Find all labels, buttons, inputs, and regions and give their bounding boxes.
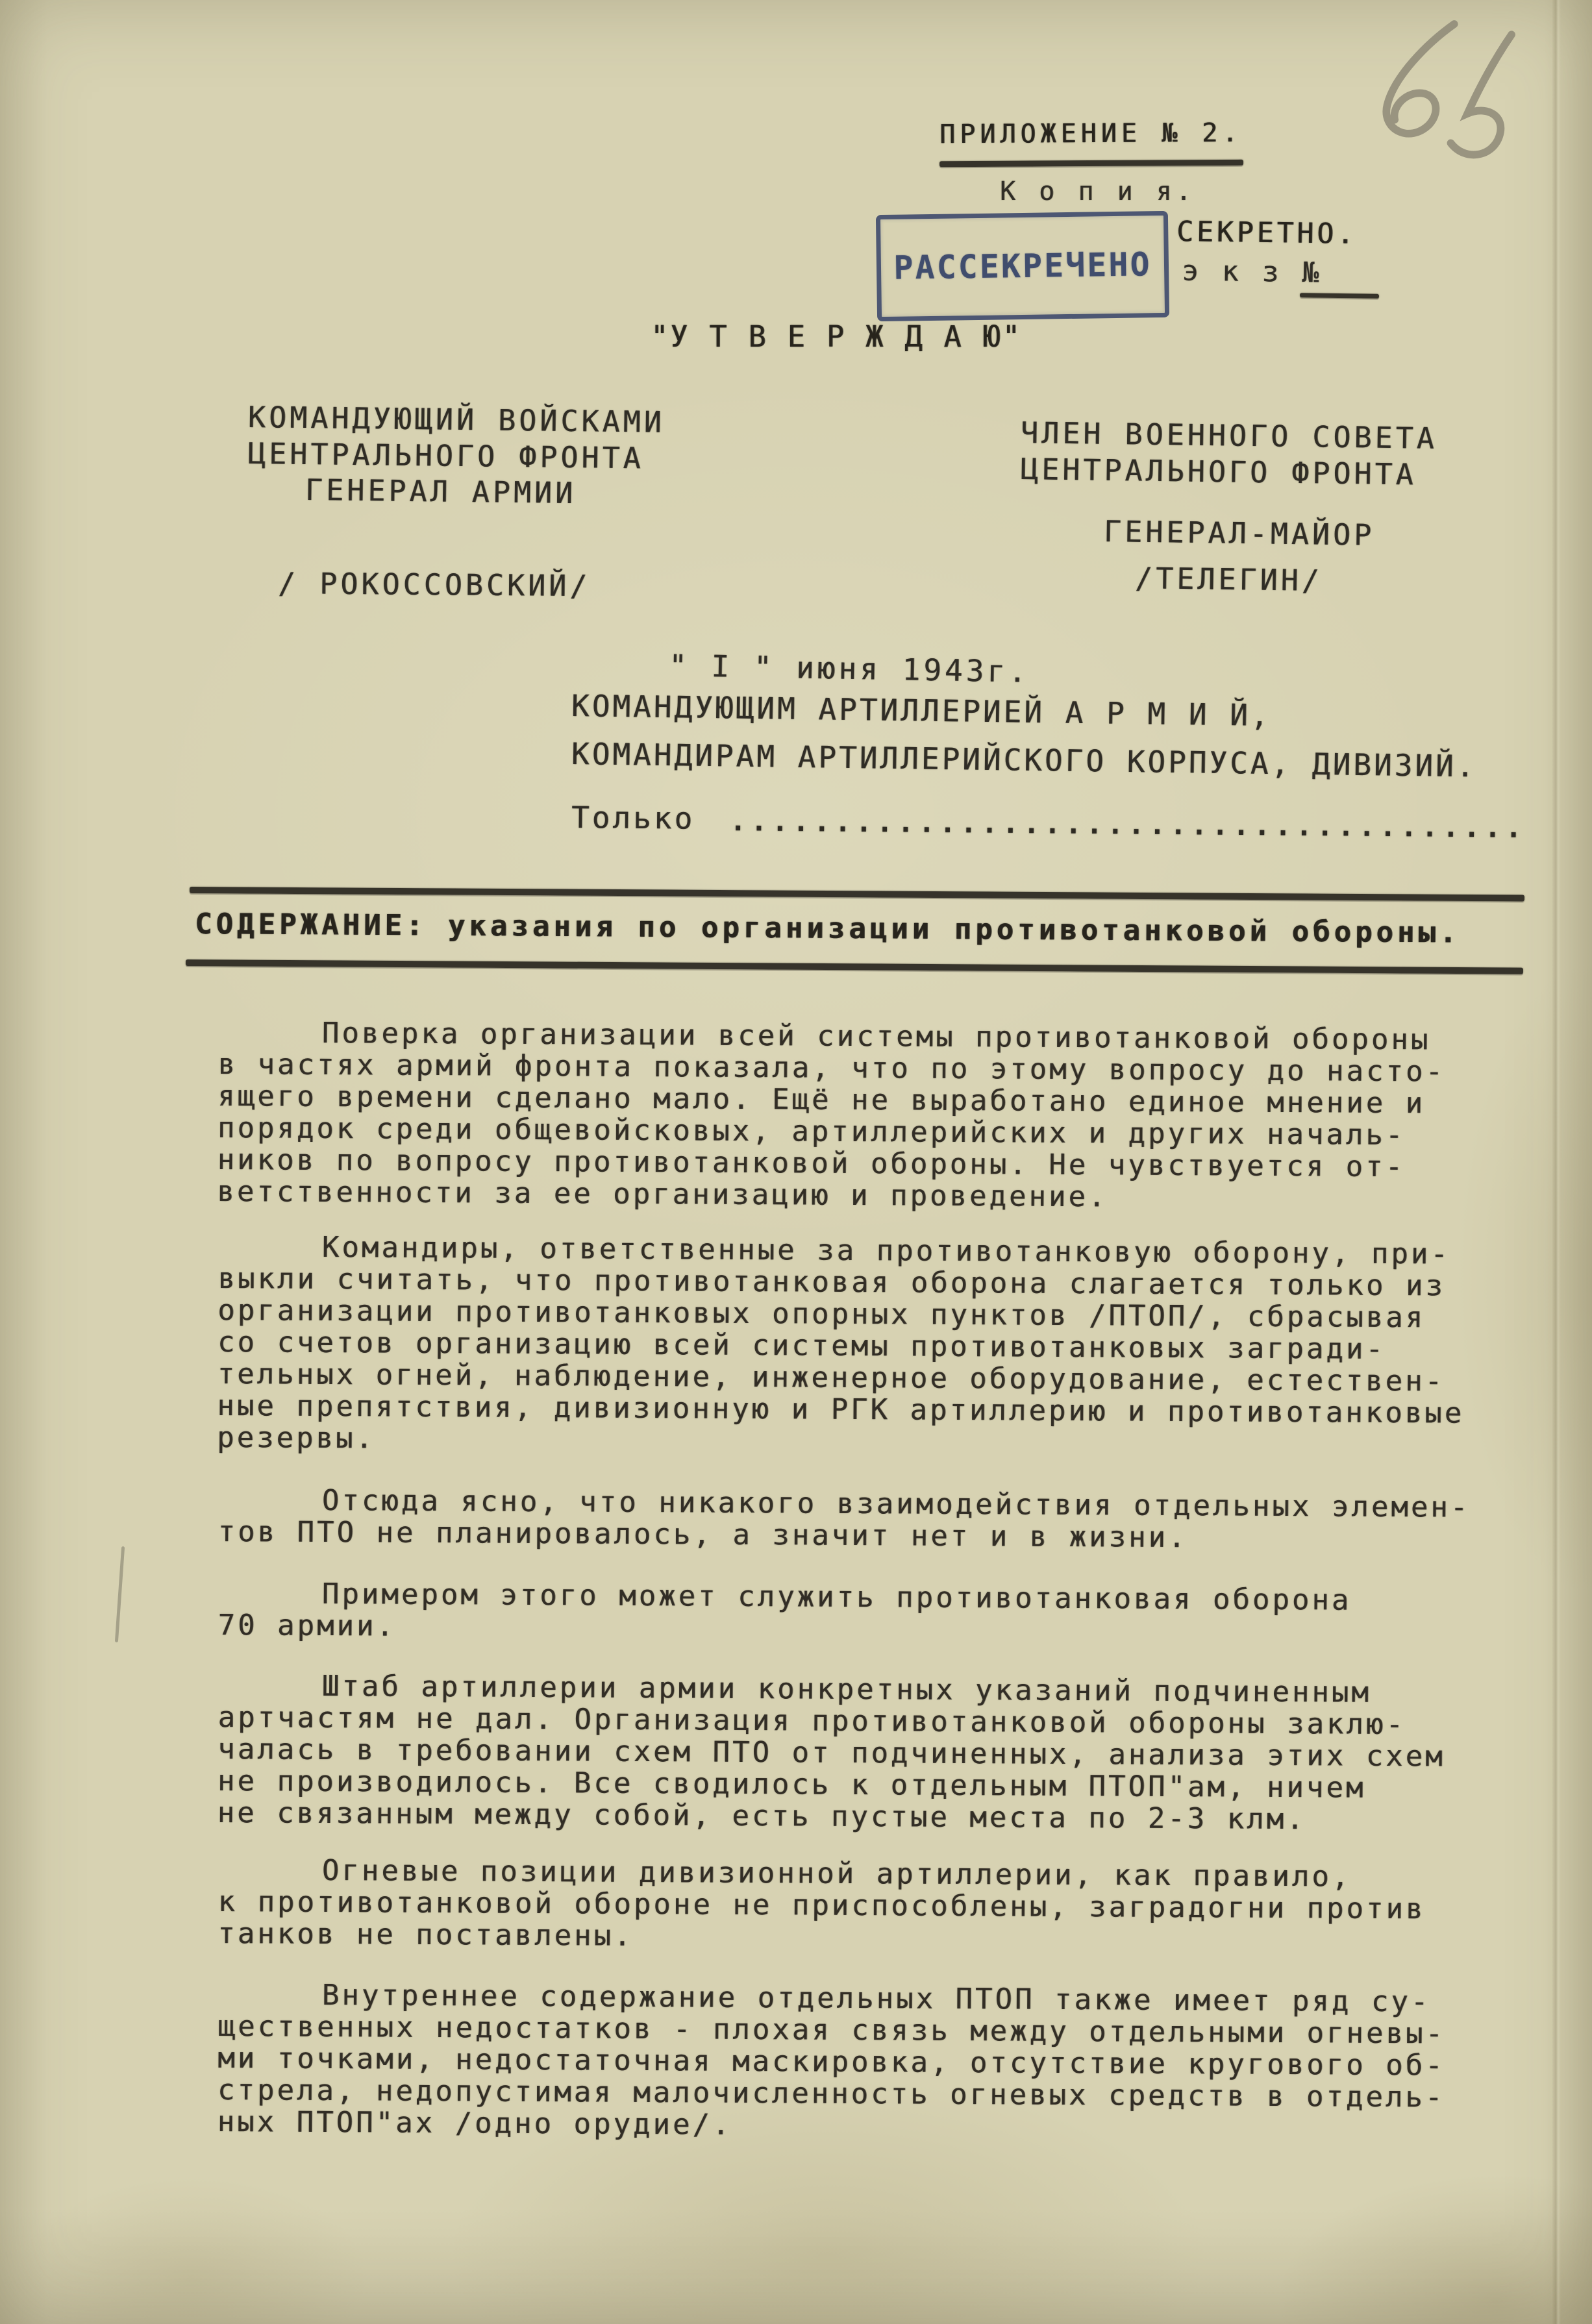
body-line: Огневые позиции дивизионной артиллерии, как правило, — [321, 1853, 1352, 1894]
body-paragraph-6 — [218, 1854, 1549, 1958]
commander-title-line-2: ЦЕНТРАЛЬНОГО ФРОНТА — [247, 436, 645, 476]
body-line: Отсюда ясно, что никакого взаимодействия отдельных элемен- — [321, 1483, 1471, 1524]
copy-number-underline — [1300, 293, 1379, 299]
secret-label: СЕКРЕТНО. — [1176, 216, 1358, 251]
body-line: не производилось. Все сводилось к отдельным ПТОП"ам, ничем — [217, 1764, 1366, 1805]
body-line: в частях армий фронта показала, что по этому вопросу до насто- — [218, 1047, 1446, 1089]
body-line: ные препятствия, дивизионную и РГК артиллерию и противотанковые — [217, 1389, 1465, 1430]
body-line: ветственности за ее организацию и проведение. — [217, 1174, 1108, 1214]
body-line: стрела, недопустимая малочисленность огневых средств в отдель- — [217, 2073, 1445, 2114]
approve-heading: "У Т В Е Р Ж Д А Ю" — [651, 319, 1022, 354]
body-line: ящего времени сделано мало. Ещё не выработано единое мнение и — [218, 1079, 1426, 1120]
body-line: ников по вопросу противотанковой обороны. Не чувствуется от- — [217, 1143, 1406, 1184]
body-line: не связанным между собой, есть пустые места по 2-3 клм. — [217, 1796, 1306, 1836]
body-paragraph-7 — [218, 1979, 1549, 2146]
addressee-line-2: КОМАНДИРАМ АРТИЛЛЕРИЙСКОГО КОРПУСА, ДИВИЗИЙ. — [571, 736, 1477, 784]
body-paragraph-5 — [218, 1670, 1549, 1837]
body-paragraph-2 — [217, 1231, 1549, 1462]
body-line: ных ПТОП"ах /одно орудие/. — [217, 2105, 732, 2142]
council-member-title-line-1: ЧЛЕН ВОЕННОГО СОВЕТА — [1020, 415, 1438, 456]
body-line: 70 армии. — [218, 1608, 397, 1643]
appendix-underline — [939, 160, 1243, 167]
body-line: Командиры, ответственные за противотанковую оборону, при- — [321, 1230, 1450, 1271]
declassified-stamp — [876, 211, 1169, 321]
pencil-margin-mark — [115, 1546, 125, 1642]
appendix-label: ПРИЛОЖЕНИЕ № 2. — [939, 117, 1243, 150]
date-line: " I " июня 1943г. — [668, 648, 1030, 689]
subject-rule-top — [190, 887, 1524, 902]
body-line: порядок среди общевойсковых, артиллерийских и других началь- — [217, 1111, 1406, 1152]
body-line: Штаб артиллерии армии конкретных указаний подчиненным — [321, 1669, 1371, 1709]
dots-leader: ...................................... — [729, 805, 1527, 844]
council-member-rank: ГЕНЕРАЛ-МАЙОР — [1103, 514, 1375, 552]
body-line: тов ПТО не планировалось, а значит нет и в жизни. — [218, 1514, 1188, 1555]
body-line: артчастям не дал. Организация противотанковой обороны заклю- — [218, 1700, 1406, 1742]
body-line: Поверка организации всей системы противотанковой обороны — [321, 1016, 1431, 1057]
body-line: щественных недостатков - плохая связь между отдельными огневы- — [218, 2009, 1446, 2051]
subject-rule-bottom — [186, 959, 1523, 974]
declassified-stamp-text: РАССЕКРЕЧЕНО — [893, 245, 1152, 287]
commander-title-line-1: КОМАНДУЮЩИЙ ВОЙСКАМИ — [247, 400, 665, 439]
commander-rank: ГЕНЕРАЛ АРМИИ — [305, 473, 577, 511]
copy-label: К о п и я. — [1000, 177, 1195, 206]
body-paragraph-1 — [217, 1017, 1549, 1216]
body-paragraph-3 — [218, 1484, 1549, 1556]
commander-name: / РОКОССОВСКИЙ/ — [277, 566, 591, 604]
body-line: Примером этого может служить противотанковая оборона — [321, 1577, 1352, 1617]
council-member-title-line-2: ЦЕНТРАЛЬНОГО ФРОНТА — [1020, 452, 1417, 492]
paper-crease — [1552, 0, 1561, 2324]
only-line — [571, 800, 1526, 843]
body-line: к противотанковой обороне не приспособлены, заградогни против — [218, 1885, 1426, 1926]
body-line: Внутреннее содержание отдельных ПТОП также имеет ряд су- — [321, 1978, 1431, 2019]
body-line: организации противотанковых опорных пунктов /ПТОП/, сбрасывая — [218, 1293, 1426, 1335]
handwritten-page-number — [1353, 0, 1565, 187]
body-line: со счетов организацию всей системы противотанковых загради- — [217, 1325, 1386, 1366]
subject-line: СОДЕРЖАНИЕ: указания по организации противотанковой обороны. — [194, 908, 1461, 950]
body-line: выкли считать, что противотанковая оборона слагается только из — [218, 1261, 1446, 1303]
council-member-name: /ТЕЛЕГИН/ — [1134, 561, 1323, 599]
body-paragraph-4 — [218, 1577, 1549, 1650]
only-label: Только — [571, 800, 695, 836]
addressee-line-1: КОМАНДУЮЩИМ АРТИЛЛЕРИЕЙ А Р М И Й, — [571, 688, 1271, 734]
copy-number-label: э к з № — [1181, 254, 1323, 290]
body-line: тельных огней, наблюдение, инженерное оборудование, естествен- — [217, 1357, 1445, 1398]
body-line: танков не поставлены. — [218, 1916, 634, 1953]
body-line: ми точками, недостаточная маскировка, отсутствие кругового об- — [218, 2041, 1445, 2083]
body-line: резервы. — [216, 1420, 376, 1455]
body-line: чалась в требовании схем ПТО от подчиненных, анализа этих схем — [218, 1732, 1445, 1774]
